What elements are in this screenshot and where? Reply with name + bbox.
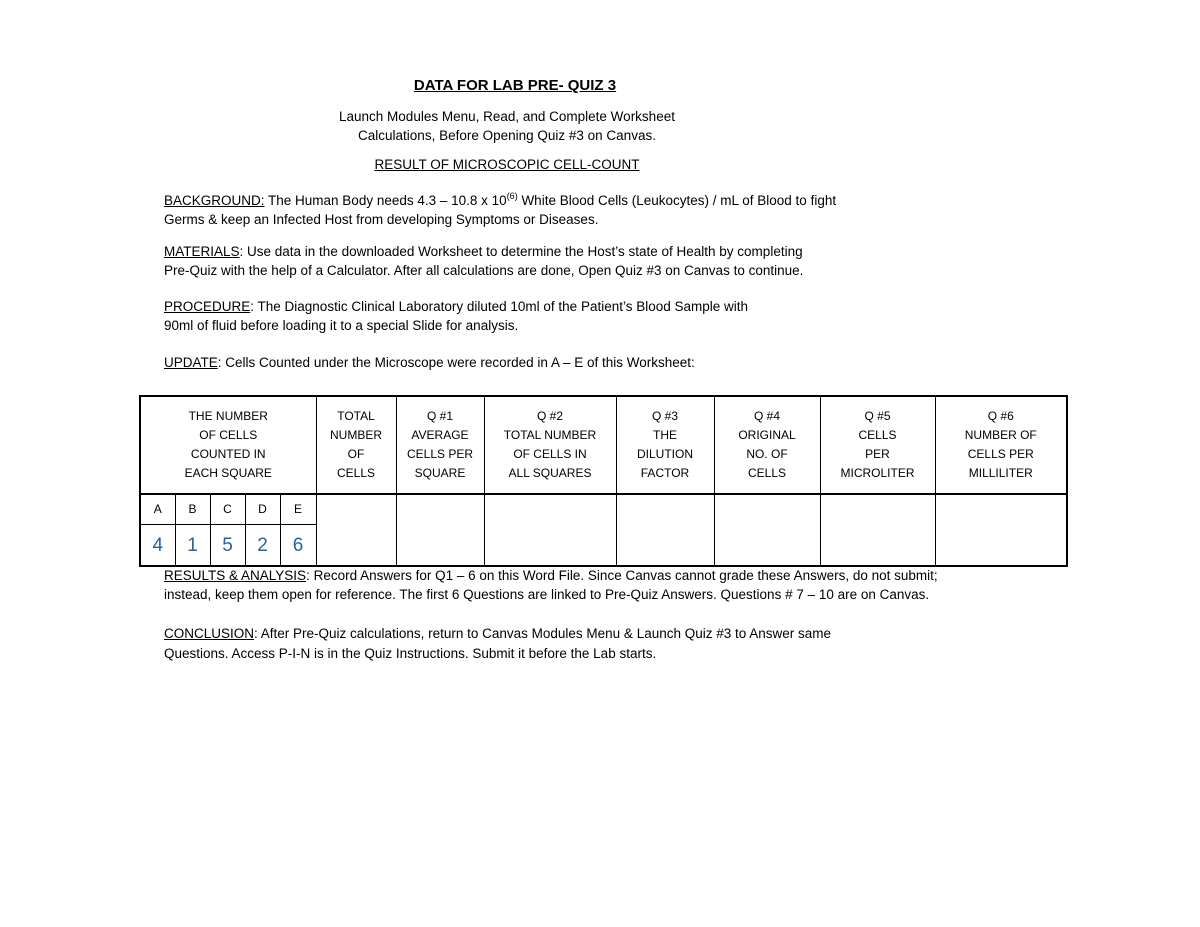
background-line-2: Germs & keep an Infected Host from developing Symptoms or Diseases. [164,212,599,227]
square-count-c: 5 [210,525,245,567]
q2-answer[interactable] [484,494,616,566]
results-line-1: : Record Answers for Q1 – 6 on this Word File. Since Canvas cannot grade these Answers, do not submit; [306,568,938,583]
q3-header: Q #3 THE DILUTION FACTOR [616,396,714,494]
update-label: UPDATE [164,355,218,370]
conclusion-line-2: Questions. Access P-I-N is in the Quiz Instructions. Submit it before the Lab starts. [164,646,657,661]
q5-answer[interactable] [820,494,935,566]
square-count-e: 6 [280,525,316,567]
square-label-d: D [245,494,280,525]
page-title: DATA FOR LAB PRE- QUIZ 3 [413,77,617,94]
q5-header: Q #5 CELLS PER MICROLITER [820,396,935,494]
count-header: THE NUMBER OF CELLS COUNTED IN EACH SQUARE [140,396,316,494]
square-count-b: 1 [175,525,210,567]
background-text-a: The Human Body needs 4.3 – 10.8 x 10 [264,193,507,208]
materials-line-2: Pre-Quiz with the help of a Calculator. After all calculations are done, Open Quiz #3 on Canvas to continue. [164,263,804,278]
q1-header: Q #1 AVERAGE CELLS PER SQUARE [396,396,484,494]
subtitle-line-1: Launch Modules Menu, Read, and Complete Worksheet [339,109,675,124]
square-label-a: A [140,494,175,525]
results-line-2: instead, keep them open for reference. The first 6 Questions are linked to Pre-Quiz Answers. Questions # 7 – 10 are on Canvas. [164,587,930,602]
conclusion-line-1: : After Pre-Quiz calculations, return to Canvas Modules Menu & Launch Quiz #3 to Answer same [254,626,832,641]
procedure-line-2: 90ml of fluid before loading it to a special Slide for analysis. [164,318,519,333]
results-paragraph [164,566,1024,604]
subtitle-line-2: Calculations, Before Opening Quiz #3 on Canvas. [358,128,656,143]
q4-header: Q #4 ORIGINAL NO. OF CELLS [714,396,820,494]
q6-answer[interactable] [935,494,1067,566]
square-label-e: E [280,494,316,525]
cell-count-table [139,395,1068,567]
results-label: RESULTS & ANALYSIS [164,568,307,583]
q3-answer[interactable] [616,494,714,566]
total-cells-header: TOTAL NUMBER OF CELLS [316,396,396,494]
background-paragraph [164,187,1024,229]
square-label-c: C [210,494,245,525]
materials-label: MATERIALS [164,244,240,259]
q6-header: Q #6 NUMBER OF CELLS PER MILLILITER [935,396,1067,494]
procedure-line-1: : The Diagnostic Clinical Laboratory diluted 10ml of the Patient’s Blood Sample with [250,299,749,314]
q4-answer[interactable] [714,494,820,566]
procedure-label: PROCEDURE [164,299,251,314]
square-count-d: 2 [245,525,280,567]
section-heading: RESULT OF MICROSCOPIC CELL-COUNT [374,157,640,172]
procedure-paragraph [164,297,1024,335]
square-count-a: 4 [140,525,175,567]
square-label-b: B [175,494,210,525]
materials-line-1: : Use data in the downloaded Worksheet to determine the Host’s state of Health by completing [239,244,803,259]
total-cells-answer[interactable] [316,494,396,566]
update-text: : Cells Counted under the Microscope were recorded in A – E of this Worksheet: [217,355,695,370]
conclusion-label: CONCLUSION [164,626,255,641]
conclusion-paragraph [164,624,1024,664]
background-text-b: White Blood Cells (Leukocytes) / mL of Blood to fight [517,193,837,208]
background-exponent: (6) [506,191,518,201]
materials-paragraph [164,242,1024,280]
q1-answer[interactable] [396,494,484,566]
update-paragraph [164,353,1024,372]
q2-header: Q #2 TOTAL NUMBER OF CELLS IN ALL SQUARES [484,396,616,494]
background-label: BACKGROUND: [164,193,265,208]
